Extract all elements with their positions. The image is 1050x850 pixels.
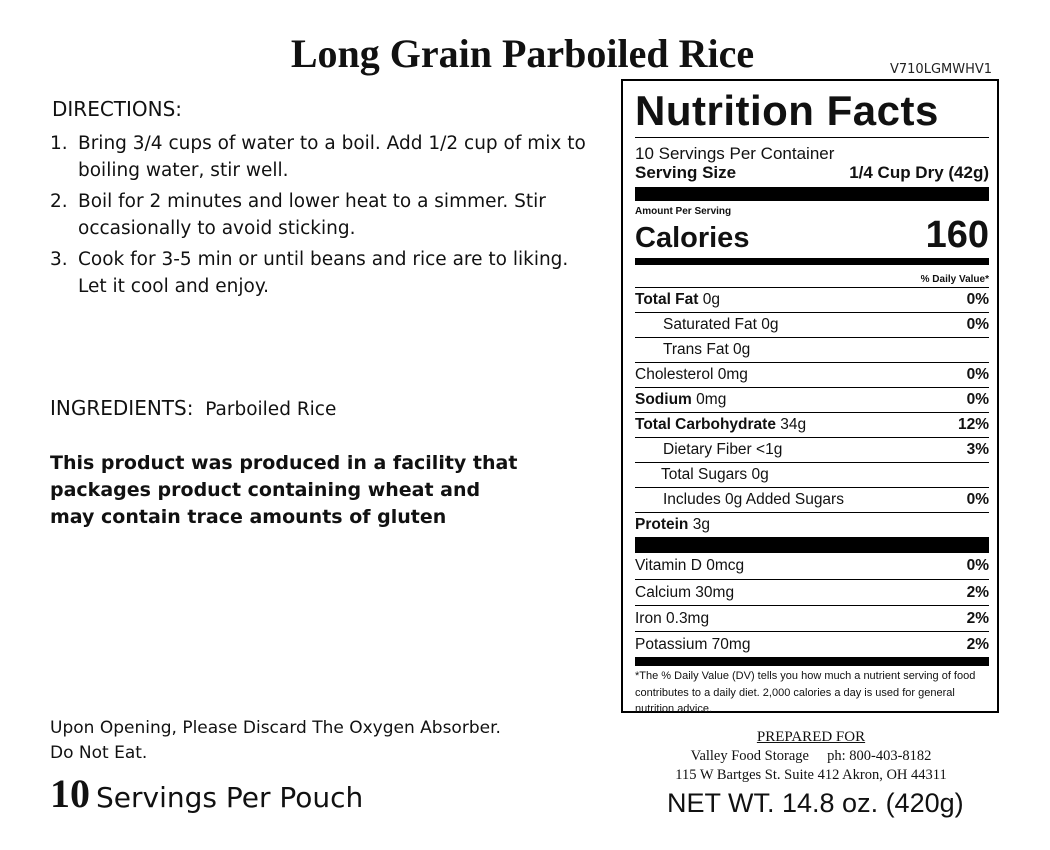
nutrient-row-sodium bbox=[635, 387, 989, 412]
directions-heading: DIRECTIONS: bbox=[52, 97, 183, 121]
nutrition-footnote: *The % Daily Value (DV) tells you how much a nutrient serving of food contributes to a daily diet. 2,000 calories a day is used for general nutrition advice. bbox=[635, 670, 976, 715]
nutrient-name: Total Carbohydrate bbox=[635, 416, 776, 433]
prepared-for-heading: PREPARED FOR bbox=[756, 729, 866, 745]
step-text: Bring 3/4 cups of water to a boil. Add 1/2 cup of mix to boiling water, stir well. bbox=[78, 133, 586, 181]
ingredients-value: Parboiled Rice bbox=[205, 399, 337, 420]
nutrient-pct: 0% bbox=[966, 491, 989, 508]
nutrient-pct: 0% bbox=[966, 316, 989, 333]
mineral-name: Potassium 70mg bbox=[635, 636, 751, 653]
nutrient-row-dietary-fiber bbox=[635, 437, 989, 462]
step-text: Cook for 3-5 min or until beans and rice are to liking. Let it cool and enjoy. bbox=[78, 249, 569, 297]
servings-text: Servings Per Pouch bbox=[96, 781, 364, 814]
nutrient-pct: 0% bbox=[966, 366, 989, 383]
direction-step bbox=[50, 246, 595, 300]
mineral-name: Iron 0.3mg bbox=[635, 610, 710, 627]
prepared-for-line1: Valley Food Storage ph: 800-403-8182 bbox=[690, 748, 932, 764]
nutrient-row-added-sugars bbox=[635, 487, 989, 512]
mineral-pct: 2% bbox=[966, 584, 989, 601]
nutrient-pct: 0% bbox=[966, 391, 989, 408]
nutrient-name: Trans Fat 0g bbox=[663, 341, 751, 358]
divider-thick bbox=[635, 187, 989, 201]
nutrient-row-total-carbohydrate bbox=[635, 412, 989, 437]
mineral-pct: 0% bbox=[966, 557, 989, 574]
direction-step bbox=[50, 188, 595, 242]
nutrient-amount: 3g bbox=[692, 516, 710, 533]
product-title: Long Grain Parboiled Rice bbox=[290, 31, 755, 76]
nutrient-row-total-sugars bbox=[635, 462, 989, 487]
directions-list bbox=[50, 130, 595, 304]
servings-per-pouch bbox=[50, 770, 363, 817]
nutrient-name: Cholesterol 0mg bbox=[635, 366, 748, 383]
oxygen-warning-line1: Upon Opening, Please Discard The Oxygen Absorber. bbox=[50, 718, 501, 738]
divider-thick bbox=[635, 657, 989, 666]
calories-row bbox=[635, 214, 989, 256]
mineral-row-iron bbox=[635, 605, 989, 631]
ingredients bbox=[50, 396, 336, 420]
nutrient-name: Total Sugars 0g bbox=[661, 466, 769, 483]
nutrient-pct: 0% bbox=[966, 291, 989, 308]
prepared-for-block bbox=[621, 728, 1001, 785]
mineral-name: Vitamin D 0mcg bbox=[635, 557, 745, 574]
mineral-row-calcium bbox=[635, 579, 989, 605]
step-text: Boil for 2 minutes and lower heat to a simmer. Stir occasionally to avoid sticking. bbox=[78, 191, 546, 239]
nutrient-name: Protein bbox=[635, 516, 689, 533]
amount-per-serving: Amount Per Serving bbox=[635, 206, 732, 217]
divider-thick bbox=[635, 537, 989, 553]
direction-step bbox=[50, 130, 595, 184]
nutrient-amount: 0mg bbox=[696, 391, 727, 408]
divider bbox=[635, 137, 989, 138]
nutrient-name: Sodium bbox=[635, 391, 692, 408]
serving-size-value: 1/4 Cup Dry (42g) bbox=[849, 163, 989, 182]
step-number: 3. bbox=[50, 249, 68, 270]
mineral-pct: 2% bbox=[966, 636, 989, 653]
nutrient-name: Dietary Fiber <1g bbox=[663, 441, 783, 458]
servings-per-container: 10 Servings Per Container bbox=[635, 144, 835, 163]
servings-number: 10 bbox=[50, 771, 90, 816]
nutrient-name: Saturated Fat 0g bbox=[663, 316, 779, 333]
net-weight: NET WT. 14.8 oz. (420g) bbox=[667, 788, 964, 818]
nutrient-row-total-fat bbox=[635, 287, 989, 312]
nutrition-facts-panel bbox=[621, 79, 999, 713]
step-number: 2. bbox=[50, 191, 68, 212]
nutrient-row-cholesterol bbox=[635, 362, 989, 387]
nutrient-amount: 34g bbox=[780, 416, 807, 433]
prepared-for-line2: 115 W Bartges St. Suite 412 Akron, OH 44311 bbox=[675, 767, 947, 783]
nutrient-row-trans-fat bbox=[635, 337, 989, 362]
nutrient-row-saturated-fat bbox=[635, 312, 989, 337]
mineral-pct: 2% bbox=[966, 610, 989, 627]
serving-size-label: Serving Size bbox=[635, 163, 737, 182]
allergen-statement: This product was produced in a facility that packages product containing wheat and may contain trace amounts of gluten bbox=[50, 452, 518, 528]
daily-value-header: % Daily Value* bbox=[920, 274, 989, 285]
nutrient-amount: 0g bbox=[702, 291, 720, 308]
product-code: V710LGMWHV1 bbox=[890, 62, 993, 77]
mineral-name: Calcium 30mg bbox=[635, 584, 735, 601]
ingredients-label: INGREDIENTS: bbox=[50, 396, 194, 420]
mineral-row-vitamin-d bbox=[635, 553, 989, 579]
mineral-row-potassium bbox=[635, 631, 989, 657]
calories-label: Calories bbox=[635, 222, 750, 254]
oxygen-warning-line2: Do Not Eat. bbox=[50, 743, 148, 763]
nutrient-pct: 12% bbox=[957, 416, 989, 433]
nutrient-pct: 3% bbox=[966, 441, 989, 458]
nutrition-facts-title: Nutrition Facts bbox=[635, 87, 939, 134]
step-number: 1. bbox=[50, 133, 68, 154]
nutrient-name: Includes 0g Added Sugars bbox=[663, 491, 844, 508]
serving-size bbox=[635, 163, 989, 183]
divider-medium bbox=[635, 258, 989, 265]
oxygen-warning bbox=[50, 716, 530, 766]
nutrient-row-protein bbox=[635, 512, 989, 537]
nutrient-name: Total Fat bbox=[635, 291, 699, 308]
calories-value: 160 bbox=[925, 214, 989, 256]
